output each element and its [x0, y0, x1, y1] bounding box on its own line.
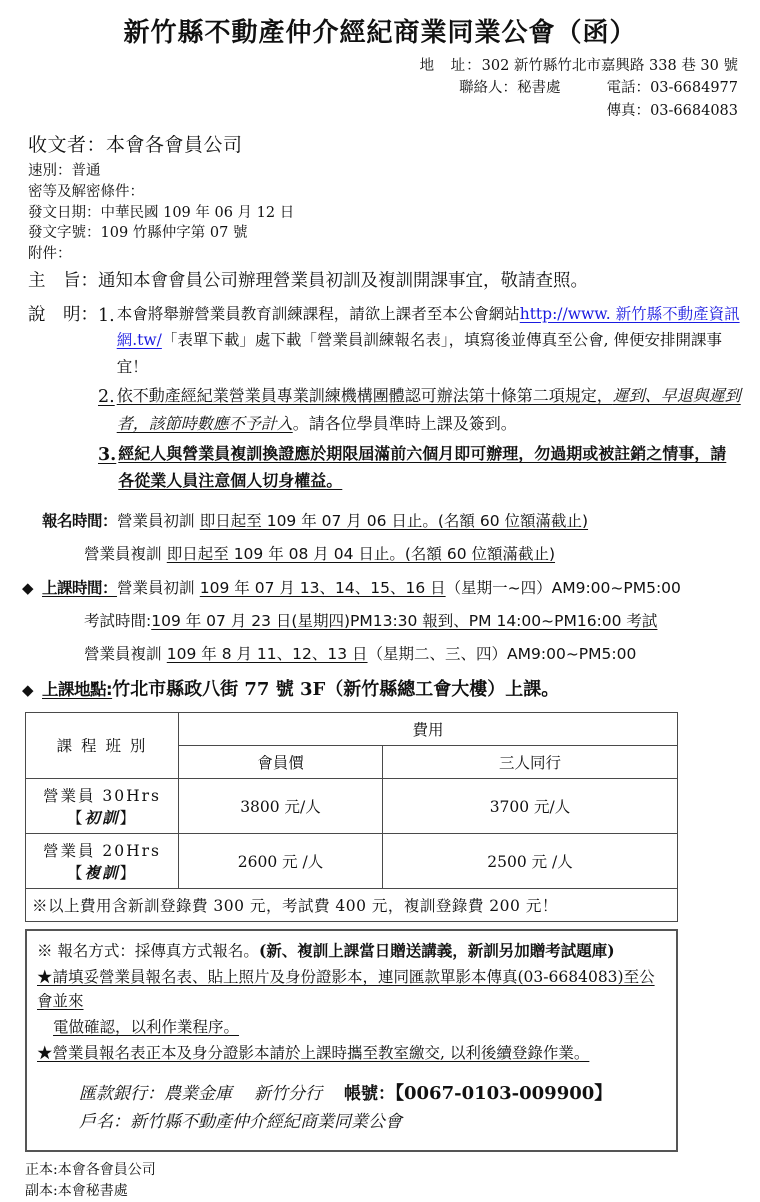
item-text: 經紀人與營業員複訓換證應於期限屆滿前六個月即可辦理，勿過期或被註銷之情事，請各從業人員注意個人切身權益。: [118, 443, 727, 491]
signup-method-text: ※ 報名方式：採傳真方式報名。: [37, 941, 259, 960]
fee-table-wrapper: [25, 712, 678, 922]
subject-block: [28, 268, 742, 294]
receiver-line: 收文者：本會各會員公司: [28, 134, 243, 157]
bank-branch: 新竹分行: [254, 1083, 322, 1104]
explanation-block: [28, 301, 742, 497]
class-course: 營業員複訓: [84, 645, 162, 664]
class-dates: 109 年 07 月 13、14、15、16 日: [199, 579, 446, 598]
address-label: 地 址：: [419, 58, 482, 74]
association-website-link-cont[interactable]: 訊網.tw/: [116, 304, 740, 350]
exam-time-row: [22, 610, 760, 633]
class-dates: 109 年 8 月 11、12、13 日: [166, 645, 368, 664]
cell-course-name: [26, 778, 179, 833]
contact-person: [459, 77, 561, 99]
account-label: 帳號：: [344, 1083, 395, 1104]
table-row: [26, 778, 678, 833]
course-suffix: 】: [119, 808, 138, 827]
location-value: 竹北市縣政八街 77 號 3F（新竹縣總工會大樓）上課。: [112, 678, 560, 700]
account-number: 【0067-0103-009900】: [395, 1082, 613, 1104]
schedule-section: [0, 509, 760, 703]
explanation-tag: 說 明：: [28, 304, 98, 325]
cell-member-price: 2600 元 /人: [179, 833, 383, 888]
phone: [607, 77, 738, 99]
cell-course-name: [26, 833, 179, 888]
item1-part-a: 本會將舉辦營業員教育訓練課程，請欲上課者至本公會網站: [116, 304, 520, 323]
item2-part-a: 依不動產經紀業營業員專業訓練機構團體認可辦法第十條第二項規定，: [116, 386, 613, 406]
notice-star-text-1a: ★請填妥營業員報名表、貼上照片及身份證影本，連同匯款單影本傳真(03-6684083)至公會並來: [37, 967, 655, 1011]
fax-row: [0, 100, 738, 122]
course-suffix: 】: [119, 863, 138, 882]
signup-method-bonus: (新、複訓上課當日贈送講義，新訓另加贈考試題庫): [258, 940, 615, 960]
document-body: [0, 268, 760, 496]
table-note-row: [26, 888, 678, 921]
bank-name: 農業金庫: [164, 1083, 232, 1104]
class-time-row-2: [22, 642, 760, 667]
class-suffix: （星期一~四）AM9:00~PM5:00: [445, 579, 681, 598]
class-time-row-1: [22, 576, 760, 601]
contact-value: 秘書處: [517, 80, 561, 97]
signup-time-row-1: [22, 509, 760, 534]
course-prefix: 營業員 20Hrs【: [42, 841, 162, 882]
secrecy-line: 密等及解密條件：: [28, 183, 144, 200]
fee-table: [25, 712, 678, 922]
contact-label: 聯絡人：: [459, 80, 518, 97]
notice-star-line-1a: [37, 965, 666, 1015]
signup-course: 營業員複訓: [84, 545, 162, 564]
item2-emphasis: 遲到、早退與遲到者，該節時數應不予計入: [116, 386, 741, 433]
header-course-class: 課 程 班 別: [26, 712, 179, 778]
course-type: 複訓: [84, 862, 120, 882]
class-time-label: 上課時間：: [42, 579, 118, 598]
subject-text: 通知本會會員公司辦理營業員初訓及複訓開課事宜，敬請查照。: [98, 271, 588, 292]
item-number: 3.: [98, 444, 117, 465]
fax-label: 傳真：: [606, 102, 651, 119]
header-member-price: 會員價: [179, 745, 383, 778]
table-row: [26, 833, 678, 888]
exam-label: 考試時間:: [84, 611, 152, 630]
cell-group-price: 3700 元/人: [383, 778, 678, 833]
item2-part-b: 。請各位學員準時上課及簽到。: [292, 414, 517, 433]
address-value: 302 新竹縣竹北市嘉興路 338 巷 30 號: [481, 58, 738, 74]
header-group-price: 三人同行: [383, 745, 678, 778]
diamond-bullet-icon: ◆: [22, 579, 34, 598]
document-footer: [25, 1160, 760, 1202]
bank-label: 匯款銀行：: [79, 1083, 164, 1104]
class-course: 營業員初訓: [117, 579, 195, 598]
bank-row: [79, 1080, 666, 1109]
explanation-items: [98, 301, 742, 497]
explanation-item-1: [98, 301, 742, 381]
signup-method-line: [37, 939, 666, 964]
signup-value: 即日起至 109 年 07 月 06 日止。(名額 60 位額滿截止): [199, 511, 589, 530]
signup-time-row-2: [22, 542, 760, 567]
subject-tag: 主 旨：: [28, 271, 98, 292]
association-website-link[interactable]: http://www. 新竹縣不動產資: [519, 304, 725, 323]
fee-note: ※以上費用含新訓登錄費 300 元，考試費 400 元，複訓登錄費 200 元！: [26, 888, 678, 921]
notice-star-text-1b: 電做確認，以利作業程序。: [53, 1018, 240, 1037]
notice-box: [25, 929, 678, 1152]
attachment-line: 附件：: [28, 245, 72, 262]
bank-info: [37, 1080, 666, 1136]
diamond-bullet-icon: ◆: [22, 680, 34, 699]
item-number: 1.: [98, 305, 115, 326]
signup-course: 營業員初訓: [117, 511, 195, 530]
phone-label: 電話：: [606, 80, 651, 97]
contact-row: [0, 77, 738, 99]
notice-star-line-1b: [37, 1015, 666, 1040]
issue-number-line: 發文字號：109 竹縣仲字第 07 號: [28, 225, 248, 242]
item-text: [117, 382, 742, 437]
header-contact-block: [0, 55, 760, 122]
cell-member-price: 3800 元/人: [179, 778, 383, 833]
item1-part-b: 「表單下載」處下載「營業員訓練報名表」，填寫後並傳真至公會, 俾便安排開課事宜！: [116, 331, 722, 376]
footer-original: 正本:本會各會員公司: [25, 1161, 156, 1178]
table-header-row-1: [26, 712, 678, 745]
signup-value: 即日起至 109 年 08 月 04 日止。(名額 60 位額滿截止): [166, 545, 556, 564]
cell-group-price: 2500 元 /人: [383, 833, 678, 888]
class-suffix: （星期二、三、四）AM9:00~PM5:00: [367, 645, 637, 664]
exam-value: 109 年 07 月 23 日(星期四)PM13:30 報到、PM 14:00~PM16:00 考試: [151, 611, 658, 630]
explanation-item-2: [98, 382, 742, 437]
header-fee: 費用: [179, 712, 678, 745]
document-meta: [0, 132, 760, 264]
phone-value: 03-6684977: [650, 80, 738, 97]
explanation-item-3: [98, 440, 742, 495]
signup-label: 報名時間：: [42, 511, 118, 530]
notice-star-line-2: ★營業員報名表正本及身分證影本請於上課時攜至教室繳交, 以利後續登錄作業。: [37, 1043, 590, 1062]
course-prefix: 營業員 30Hrs【: [42, 786, 162, 827]
issue-date-line: 發文日期：中華民國 109 年 06 月 12 日: [28, 204, 295, 221]
page-title: 新竹縣不動產仲介經紀商業同業公會（函）: [123, 18, 637, 48]
location-row: [22, 676, 760, 703]
address-row: [0, 55, 738, 77]
fax-value: 03-6684083: [650, 102, 738, 119]
item-text: [117, 301, 742, 381]
account-holder: 戶名：新竹縣不動產仲介經紀商業同業公會: [79, 1111, 402, 1132]
course-type: 初訓: [84, 807, 120, 827]
speed-line: 速別：普通: [28, 163, 101, 180]
item-number: 2.: [98, 387, 115, 408]
location-label: 上課地點:: [42, 679, 113, 699]
footer-copy: 副本:本會秘書處: [25, 1182, 128, 1199]
